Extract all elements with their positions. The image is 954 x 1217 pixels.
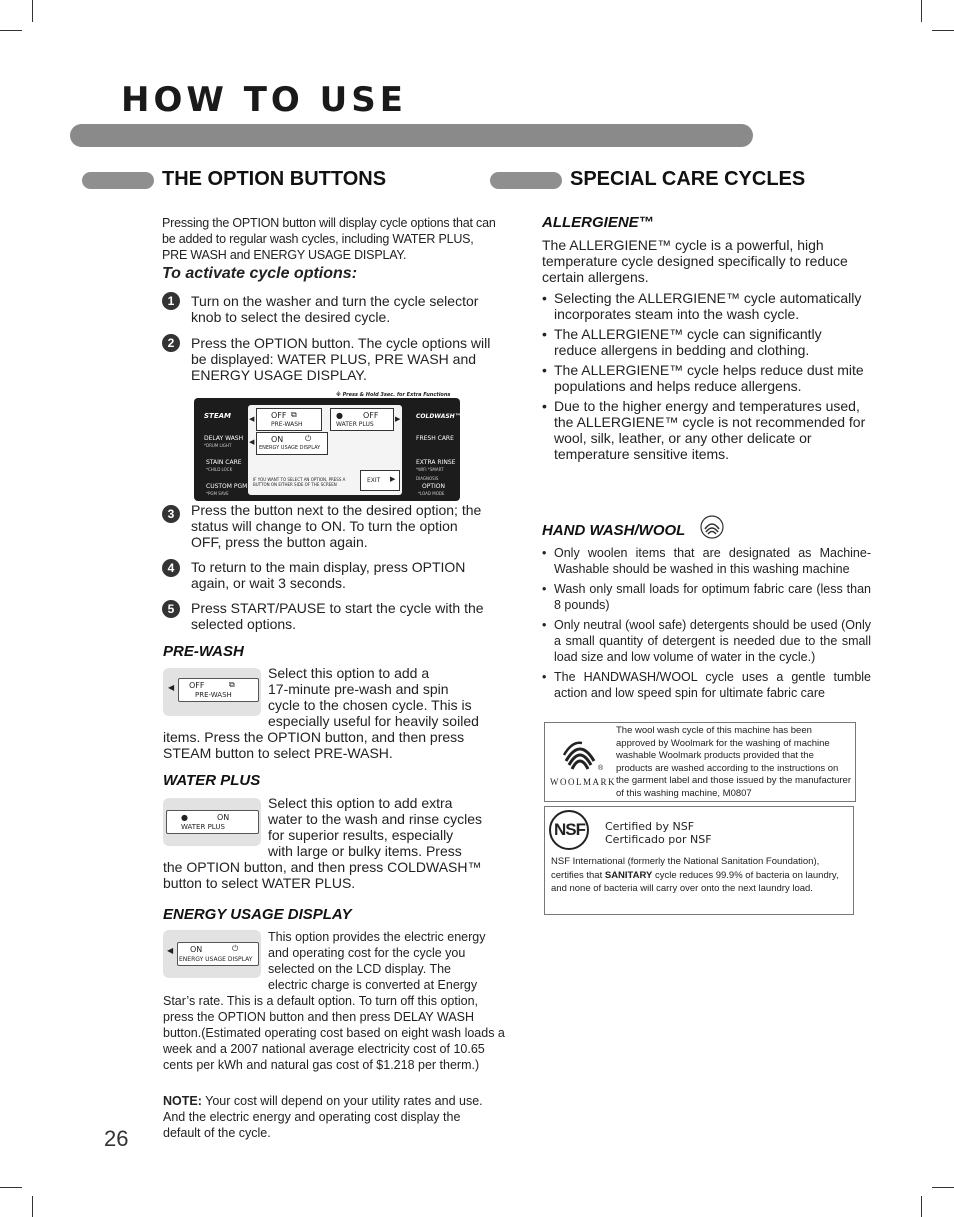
registered-mark: ® [598,765,604,772]
waterplus-option [330,408,394,431]
crop-mark [921,1196,922,1217]
water-icon: ● [336,411,343,420]
lcd-label: WATER PLUS [181,823,225,831]
waterplus-lcd [163,798,261,846]
panel-button-label: CUSTOM PGM [206,483,248,490]
prewash-label: PRE-WASH [271,421,303,428]
panel-button-label: FRESH CARE [416,435,454,442]
woolmark-box [544,722,856,802]
step-text: To return to the main display, press OPTION again, or wait 3 seconds. [191,559,466,591]
panel-screen [248,405,402,495]
section-pill [490,172,562,189]
nsf-logo [549,810,589,850]
step-number: 5 [162,600,180,618]
nsf-cert-es: Certificado por NSF [605,833,712,846]
control-panel-illustration [194,398,460,501]
page-title: HOW TO USE [121,80,407,120]
energy-state: ON [271,435,284,444]
waterplus-text-rest: the OPTION button, and then press COLDWASH™ button to select WATER PLUS. [163,859,482,891]
list-item: • Selecting the ALLERGIENE™ cycle automatically incorporates steam into the wash cycle. [542,290,868,322]
energy-option [256,432,328,455]
list-item: • Due to the higher energy and temperatures used, the ALLERGIENE™ cycle is not recommended for wool, silk, leather, or any other delicate or temperature sensitive items. [542,398,868,462]
step-number: 4 [162,559,180,577]
list-item: • Only neutral (wool safe) detergents should be used (Only a small quantity of detergent is needed due to the small load size and low volume of water in the cycle.) [542,617,871,665]
step-text: Turn on the washer and turn the cycle selector knob to select the desired cycle. [191,293,479,325]
energy-heading: ENERGY USAGE DISPLAY [163,906,352,923]
step-number: 3 [162,505,180,523]
step-text: Press the OPTION button. The cycle options will be displayed: WATER PLUS, PRE WASH and ENERGY USAGE DISPLAY. [191,335,491,383]
water-icon: ● [181,813,188,822]
step-text: Press START/PAUSE to start the cycle with the selected options. [191,600,484,632]
list-item: • The HANDWASH/WOOL cycle uses a gentle tumble action and low speed spin for ultimate fabric care [542,669,871,701]
nsf-text: NSF International (formerly the National Sanitation Foundation), certifies that SANITARY cycle reduces 99.9% of bacteria on laundry, and none of bacteria will carry over onto the next laundry load. [551,856,839,894]
crop-mark [32,1196,33,1217]
hold-note: ※ Press & Hold 3sec. for Extra Functions [336,392,451,398]
panel-button-sub: *LOAD MODE [418,491,445,496]
crop-mark [932,1187,954,1188]
allergiene-list [542,290,868,466]
coldwash-label: COLDWASH™ [416,413,461,420]
list-item: • Wash only small loads for optimum fabric care (less than 8 pounds) [542,581,871,613]
waterplus-state: OFF [363,411,379,420]
lcd-state: OFF [189,681,205,690]
option-intro: Pressing the OPTION button will display cycle options that can be added to regular wash cycles, including WATER PLUS, PRE WASH and ENERGY USAGE DISPLAY. [162,216,496,262]
panel-button-sub: *PGM SAVE [206,491,229,496]
energy-text-rest: Star’s rate. This is a default option. To turn off this option, press the OPTION button and then press DELAY WASH button.(Estimated operating cost based on eight wash loads a week and a 2007 national average electricity cost of 10.65 cents per kWh and natural gas cost of $1.218 per therm.) [163,994,505,1072]
energy-note: NOTE: Your cost will depend on your utility rates and use. And the electric energy and operating cost display the default of the cycle. [163,1094,483,1140]
arrow-right-icon: ▶ [390,475,396,483]
panel-button-label: OPTION [422,483,445,490]
panel-button-sub: *DRUM LIGHT [204,443,232,448]
step-text: Press the button next to the desired option; the status will change to ON. To turn the option OFF, press the button again. [191,502,482,550]
lcd-screen [166,810,259,834]
exit-option [360,470,400,491]
prewash-text-rest: items. Press the OPTION button, and then press STEAM button to select PRE-WASH. [163,729,465,761]
special-care-title: SPECIAL CARE CYCLES [570,168,806,190]
arrow-left-icon: ◀ [249,438,255,446]
lcd-screen [177,942,259,966]
energy-text: This option provides the electric energy and operating cost for the cycle you selected on the LCD display. The electric charge is converted at Energy [268,930,486,992]
arrow-left-icon: ◀ [168,683,175,692]
energy-lcd [163,930,261,978]
energy-label: ENERGY USAGE DISPLAY [259,445,321,451]
screen-hint: IF YOU WANT TO SELECT AN OPTION, PRESS A BUTTON ON EITHER SIDE OF THE SCREEN [253,477,346,487]
waterplus-label: WATER PLUS [336,421,374,428]
waterplus-text: Select this option to add extra water to the wash and rinse cycles for superior results, especially with large or bulky items. Press [268,795,482,859]
crop-mark [0,1187,22,1188]
lcd-state: ON [190,945,203,954]
arrow-left-icon: ◀ [167,946,174,955]
prewash-option [256,408,322,431]
prewash-text: Select this option to add a 17-minute pre-wash and spin cycle to the chosen cycle. This is especially useful for heavily soiled [268,665,479,729]
waterplus-heading: WATER PLUS [163,772,261,789]
crop-mark [0,30,22,31]
handwash-list [542,545,871,705]
steam-label: STEAM [204,412,231,420]
shirt-icon: ⧉ [291,410,297,419]
prewash-lcd [163,668,261,716]
prewash-heading: PRE-WASH [163,643,244,660]
woolmark-logo-icon [560,735,600,775]
woolmark-logo-text: WOOLMARK [550,777,616,787]
nsf-cert [605,820,712,846]
shirt-icon: ⧉ [229,680,235,689]
exit-label: EXIT [367,477,381,484]
activate-heading: To activate cycle options: [162,265,358,282]
wool-icon [700,515,724,539]
crop-mark [921,0,922,22]
panel-button-sub: *CHILD LOCK [206,467,233,472]
nsf-box [544,806,854,915]
header-bar [70,124,753,147]
lcd-label: ENERGY USAGE DISPLAY [179,956,253,963]
list-item: • Only woolen items that are designated as Machine-Washable should be washed in this washing machine [542,545,871,577]
list-item: • The ALLERGIENE™ cycle can significantly reduce allergens in bedding and clothing. [542,326,868,358]
panel-button-label: STAIN CARE [206,459,242,466]
panel-button-sub: *WIFI *SMART DIAGNOSIS [416,467,444,481]
handwash-heading: HAND WASH/WOOL [542,522,686,539]
panel-button-label: DELAY WASH [204,435,244,442]
section-pill [82,172,154,189]
nsf-logo-text: NSF [554,820,585,839]
step-number: 1 [162,292,180,310]
panel-button-label: EXTRA RINSE [416,459,456,466]
allergiene-heading: ALLERGIENE™ [542,214,654,231]
list-item: • The ALLERGIENE™ cycle helps reduce dust mite populations and helps reduce allergens. [542,362,868,394]
allergiene-intro: The ALLERGIENE™ cycle is a powerful, high temperature cycle designed specifically to reduce certain allergens. [542,237,848,285]
nsf-cert-en: Certified by NSF [605,820,695,833]
plug-icon: ⏻ [232,944,239,953]
step-number: 2 [162,334,180,352]
page-number: 26 [104,1126,129,1151]
option-buttons-title: THE OPTION BUTTONS [162,168,387,190]
lcd-screen [178,678,259,702]
prewash-state: OFF [271,411,287,420]
lcd-state: ON [217,813,230,822]
arrow-right-icon: ▶ [395,415,401,423]
plug-icon: ⏻ [305,434,312,443]
arrow-left-icon: ◀ [249,415,255,423]
woolmark-text: The wool wash cycle of this machine has been approved by Woolmark for the washing of machine washable Woolmark products provided that the products are washed according to the instructions on the garment label and those issued by the manufacturer of this washing machine, M0807 [616,725,852,799]
lcd-label: PRE-WASH [195,691,232,699]
crop-mark [32,0,33,22]
crop-mark [932,30,954,31]
